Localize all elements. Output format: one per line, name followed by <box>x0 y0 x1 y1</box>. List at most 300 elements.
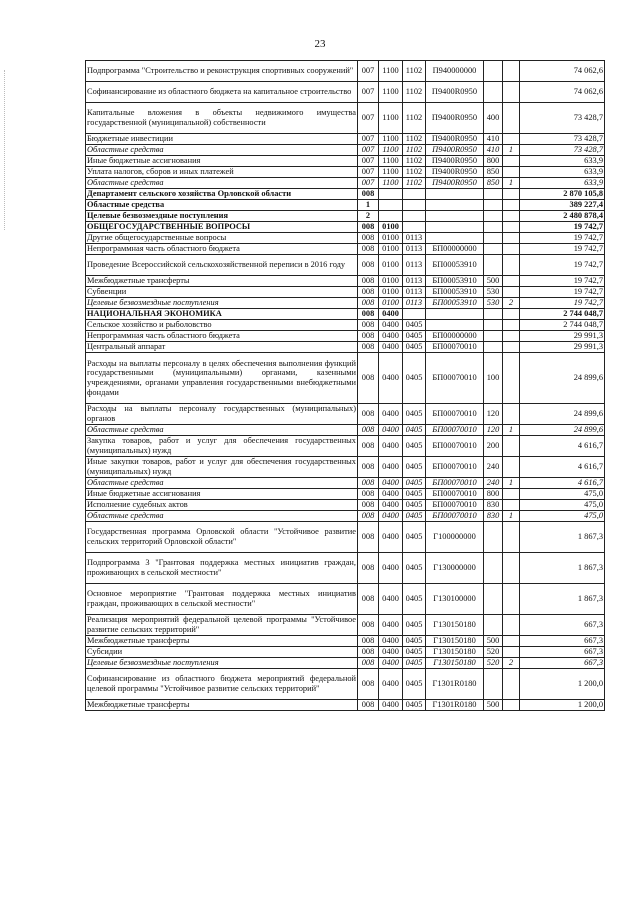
amount: 667,3 <box>520 636 605 647</box>
row-name: Уплата налогов, сборов и иных платежей <box>86 167 358 178</box>
row-name: Иные закупки товаров, работ и услуг для обеспечения государственных (муниципальных) нужд <box>87 457 356 476</box>
row-name: Непрограммная часть областного бюджета <box>86 244 358 255</box>
target-article-code: БП00070010 <box>426 489 484 500</box>
subsection-code: 0113 <box>403 244 426 255</box>
expense-type-code: 530 <box>484 287 503 298</box>
section-code: 0400 <box>379 457 403 478</box>
row-name: Целевые безвозмездные поступления <box>86 658 358 669</box>
section-code: 0400 <box>379 615 403 636</box>
ved-code: 007 <box>358 178 379 189</box>
budget-table <box>85 60 605 711</box>
section-code: 0400 <box>379 342 403 353</box>
table-row <box>86 145 605 156</box>
row-name: Иные бюджетные ассигнования <box>86 489 358 500</box>
row-name: Межбюджетные трансферты <box>86 636 358 647</box>
funding-source-code <box>503 82 520 103</box>
expense-type-code: 240 <box>484 478 503 489</box>
ved-code: 008 <box>358 522 379 553</box>
subsection-code: 1102 <box>403 82 426 103</box>
row-name: Областные средства <box>86 511 358 522</box>
expense-type-code <box>484 200 503 211</box>
amount: 667,3 <box>520 615 605 636</box>
row-name: Расходы на выплаты персоналу государственных (муниципальных) органов <box>87 404 356 423</box>
amount: 19 742,7 <box>520 276 605 287</box>
row-name: Реализация мероприятий федеральной целевой программы "Устойчивое развитие сельских территорий" <box>87 615 356 634</box>
table-row <box>86 553 605 584</box>
funding-source-code <box>503 200 520 211</box>
expense-type-code: 410 <box>484 145 503 156</box>
target-article-code: П9400R0950 <box>426 103 484 134</box>
subsection-code: 0405 <box>403 500 426 511</box>
table-row <box>86 287 605 298</box>
table-row <box>86 700 605 711</box>
table-row <box>86 457 605 478</box>
amount: 633,9 <box>520 167 605 178</box>
row-name: Исполнение судебных актов <box>86 500 358 511</box>
expense-type-code <box>484 553 503 584</box>
section-code: 0400 <box>379 309 403 320</box>
expense-type-code <box>484 61 503 82</box>
ved-code: 007 <box>358 167 379 178</box>
expense-type-code <box>484 615 503 636</box>
amount: 667,3 <box>520 647 605 658</box>
amount: 475,0 <box>520 500 605 511</box>
ved-code: 008 <box>358 500 379 511</box>
expense-type-code: 200 <box>484 436 503 457</box>
expense-type-code: 100 <box>484 353 503 404</box>
row-name: Закупка товаров, работ и услуг для обеспечения государственных (муниципальных) нужд <box>87 436 356 455</box>
subsection-code: 0405 <box>403 669 426 700</box>
row-name: Областные средства <box>86 425 358 436</box>
amount: 1 200,0 <box>520 700 605 711</box>
section-code: 0400 <box>379 353 403 404</box>
funding-source-code <box>503 584 520 615</box>
target-article-code <box>426 211 484 222</box>
section-code <box>379 189 403 200</box>
ved-code: 008 <box>358 489 379 500</box>
subsection-code: 1102 <box>403 178 426 189</box>
section-code: 0400 <box>379 404 403 425</box>
target-article-code: Г130150180 <box>426 647 484 658</box>
row-name: Иные бюджетные ассигнования <box>86 156 358 167</box>
table-row <box>86 276 605 287</box>
expense-type-code: 850 <box>484 178 503 189</box>
ved-code: 008 <box>358 189 379 200</box>
target-article-code: БП00070010 <box>426 342 484 353</box>
row-name: Субсидии <box>86 647 358 658</box>
ved-code: 008 <box>358 244 379 255</box>
row-name: Проведение Всероссийской сельскохозяйственной переписи в 2016 году <box>86 255 358 276</box>
ved-code: 007 <box>358 82 379 103</box>
table-row <box>86 82 605 103</box>
target-article-code <box>426 320 484 331</box>
funding-source-code <box>503 320 520 331</box>
ved-code: 008 <box>358 222 379 233</box>
subsection-code: 1102 <box>403 145 426 156</box>
amount: 389 227,4 <box>520 200 605 211</box>
expense-type-code <box>484 309 503 320</box>
funding-source-code <box>503 222 520 233</box>
amount: 73 428,7 <box>520 145 605 156</box>
ved-code: 008 <box>358 647 379 658</box>
ved-code: 008 <box>358 298 379 309</box>
amount: 667,3 <box>520 658 605 669</box>
target-article-code: БП00000000 <box>426 331 484 342</box>
row-name: Межбюджетные трансферты <box>86 700 358 711</box>
table-row <box>86 61 605 82</box>
amount: 4 616,7 <box>520 457 605 478</box>
table-row <box>86 584 605 615</box>
table-row <box>86 489 605 500</box>
ved-code: 008 <box>358 320 379 331</box>
table-row <box>86 425 605 436</box>
table-row <box>86 103 605 134</box>
row-name: Центральный аппарат <box>86 342 358 353</box>
ved-code: 007 <box>358 145 379 156</box>
section-code: 0400 <box>379 553 403 584</box>
ved-code: 008 <box>358 276 379 287</box>
funding-source-code: 1 <box>503 145 520 156</box>
section-code: 0400 <box>379 511 403 522</box>
funding-source-code <box>503 404 520 425</box>
table-row <box>86 167 605 178</box>
subsection-code: 1102 <box>403 167 426 178</box>
row-name: Целевые безвозмездные поступления <box>86 211 358 222</box>
section-code: 0400 <box>379 436 403 457</box>
amount: 4 616,7 <box>520 478 605 489</box>
ved-code: 007 <box>358 103 379 134</box>
expense-type-code: 120 <box>484 425 503 436</box>
target-article-code: Г1301R0180 <box>426 700 484 711</box>
target-article-code <box>426 222 484 233</box>
target-article-code: Г130100000 <box>426 584 484 615</box>
funding-source-code <box>503 255 520 276</box>
section-code: 0400 <box>379 658 403 669</box>
expense-type-code <box>484 82 503 103</box>
expense-type-code <box>484 522 503 553</box>
amount: 74 062,6 <box>520 82 605 103</box>
amount: 19 742,7 <box>520 244 605 255</box>
table-row <box>86 636 605 647</box>
target-article-code: БП00070010 <box>426 500 484 511</box>
ved-code: 008 <box>358 436 379 457</box>
target-article-code: Г100000000 <box>426 522 484 553</box>
subsection-code: 1102 <box>403 156 426 167</box>
section-code: 0100 <box>379 255 403 276</box>
target-article-code: П940000000 <box>426 61 484 82</box>
table-row <box>86 658 605 669</box>
subsection-code: 0405 <box>403 320 426 331</box>
amount: 29 991,3 <box>520 331 605 342</box>
row-name: Другие общегосударственные вопросы <box>86 233 358 244</box>
section-code: 0100 <box>379 287 403 298</box>
funding-source-code <box>503 276 520 287</box>
ved-code: 008 <box>358 309 379 320</box>
ved-code: 008 <box>358 636 379 647</box>
section-code: 1100 <box>379 145 403 156</box>
amount: 633,9 <box>520 156 605 167</box>
funding-source-code <box>503 436 520 457</box>
row-name: Областные средства <box>86 178 358 189</box>
ved-code: 008 <box>358 584 379 615</box>
table-row <box>86 134 605 145</box>
funding-source-code: 1 <box>503 511 520 522</box>
funding-source-code <box>503 61 520 82</box>
row-name: Непрограммная часть областного бюджета <box>86 331 358 342</box>
expense-type-code <box>484 211 503 222</box>
ved-code: 007 <box>358 61 379 82</box>
target-article-code: БП00070010 <box>426 436 484 457</box>
table-row <box>86 353 605 404</box>
expense-type-code: 500 <box>484 276 503 287</box>
section-code: 0100 <box>379 244 403 255</box>
amount: 475,0 <box>520 489 605 500</box>
amount: 1 867,3 <box>520 553 605 584</box>
target-article-code: П9400R0950 <box>426 167 484 178</box>
subsection-code: 0405 <box>403 615 426 636</box>
section-code: 1100 <box>379 61 403 82</box>
table-row <box>86 233 605 244</box>
expense-type-code: 520 <box>484 658 503 669</box>
expense-type-code: 800 <box>484 156 503 167</box>
row-name: Софинансирование из областного бюджета на капитальное строительство <box>86 82 358 103</box>
ved-code: 008 <box>358 658 379 669</box>
funding-source-code <box>503 309 520 320</box>
funding-source-code <box>503 636 520 647</box>
funding-source-code <box>503 244 520 255</box>
subsection-code: 0405 <box>403 647 426 658</box>
expense-type-code <box>484 331 503 342</box>
target-article-code: БП00053910 <box>426 298 484 309</box>
table-row <box>86 404 605 425</box>
funding-source-code <box>503 353 520 404</box>
row-name: Основное мероприятие "Грантовая поддержка местных инициатив граждан, проживающих в сельской местности" <box>86 584 358 615</box>
funding-source-code <box>503 134 520 145</box>
row-name: Субвенции <box>86 287 358 298</box>
expense-type-code: 830 <box>484 511 503 522</box>
subsection-code: 0405 <box>403 511 426 522</box>
target-article-code: БП00070010 <box>426 353 484 404</box>
amount: 2 744 048,7 <box>520 309 605 320</box>
funding-source-code <box>503 553 520 584</box>
table-row <box>86 178 605 189</box>
amount: 475,0 <box>520 511 605 522</box>
budget-table-body <box>86 61 605 711</box>
section-code: 0400 <box>379 489 403 500</box>
subsection-code: 0405 <box>403 425 426 436</box>
table-row <box>86 647 605 658</box>
subsection-code: 0405 <box>403 489 426 500</box>
funding-source-code <box>503 500 520 511</box>
funding-source-code <box>503 211 520 222</box>
section-code: 0400 <box>379 320 403 331</box>
expense-type-code <box>484 244 503 255</box>
subsection-code: 0113 <box>403 276 426 287</box>
target-article-code <box>426 309 484 320</box>
row-name: Подпрограмма 3 "Грантовая поддержка местных инициатив граждан, проживающих в сельской местности" <box>86 553 358 584</box>
ved-code: 008 <box>358 255 379 276</box>
funding-source-code: 2 <box>503 658 520 669</box>
subsection-code: 0113 <box>403 233 426 244</box>
subsection-code: 0405 <box>403 331 426 342</box>
target-article-code: Г1301R0180 <box>426 669 484 700</box>
table-row <box>86 255 605 276</box>
subsection-code: 0405 <box>403 636 426 647</box>
section-code <box>379 211 403 222</box>
target-article-code <box>426 189 484 200</box>
funding-source-code <box>503 457 520 478</box>
amount: 24 899,6 <box>520 353 605 404</box>
row-name: Капитальные вложения в объекты недвижимого имущества государственной (муниципальной) собственности <box>86 103 358 134</box>
table-row <box>86 211 605 222</box>
subsection-code: 0405 <box>403 658 426 669</box>
row-name: НАЦИОНАЛЬНАЯ ЭКОНОМИКА <box>86 309 358 320</box>
expense-type-code: 530 <box>484 298 503 309</box>
target-article-code: БП00053910 <box>426 276 484 287</box>
subsection-code: 0405 <box>403 404 426 425</box>
funding-source-code <box>503 103 520 134</box>
table-row <box>86 189 605 200</box>
subsection-code: 1102 <box>403 61 426 82</box>
ved-code: 008 <box>358 669 379 700</box>
target-article-code: Г130000000 <box>426 553 484 584</box>
subsection-code: 0405 <box>403 584 426 615</box>
row-name: Бюджетные инвестиции <box>86 134 358 145</box>
amount: 29 991,3 <box>520 342 605 353</box>
funding-source-code <box>503 522 520 553</box>
amount: 1 200,0 <box>520 669 605 700</box>
ved-code: 008 <box>358 233 379 244</box>
section-code <box>379 200 403 211</box>
section-code: 0400 <box>379 636 403 647</box>
ved-code: 2 <box>358 211 379 222</box>
table-row <box>86 320 605 331</box>
table-row <box>86 478 605 489</box>
subsection-code: 1102 <box>403 134 426 145</box>
expense-type-code: 500 <box>484 636 503 647</box>
expense-type-code <box>484 342 503 353</box>
target-article-code: Г130150180 <box>426 615 484 636</box>
amount: 73 428,7 <box>520 103 605 134</box>
subsection-code: 0113 <box>403 287 426 298</box>
subsection-code <box>403 309 426 320</box>
row-name: Департамент сельского хозяйства Орловской области <box>86 189 358 200</box>
funding-source-code <box>503 331 520 342</box>
ved-code: 008 <box>358 511 379 522</box>
table-row <box>86 500 605 511</box>
funding-source-code: 1 <box>503 178 520 189</box>
expense-type-code <box>484 222 503 233</box>
funding-source-code: 1 <box>503 425 520 436</box>
amount: 19 742,7 <box>520 298 605 309</box>
ved-code: 008 <box>358 425 379 436</box>
target-article-code <box>426 200 484 211</box>
table-row <box>86 200 605 211</box>
amount: 2 480 878,4 <box>520 211 605 222</box>
table-row <box>86 331 605 342</box>
ved-code: 008 <box>358 478 379 489</box>
subsection-code: 0405 <box>403 436 426 457</box>
subsection-code <box>403 189 426 200</box>
expense-type-code <box>484 320 503 331</box>
amount: 24 899,6 <box>520 425 605 436</box>
amount: 19 742,7 <box>520 222 605 233</box>
funding-source-code <box>503 700 520 711</box>
target-article-code: П9400R0950 <box>426 82 484 103</box>
section-code: 0400 <box>379 425 403 436</box>
ved-code: 1 <box>358 200 379 211</box>
section-code: 1100 <box>379 156 403 167</box>
funding-source-code <box>503 189 520 200</box>
section-code: 0400 <box>379 331 403 342</box>
section-code: 1100 <box>379 178 403 189</box>
ved-code: 008 <box>358 553 379 584</box>
table-row <box>86 669 605 700</box>
subsection-code: 0113 <box>403 298 426 309</box>
funding-source-code <box>503 615 520 636</box>
amount: 2 744 048,7 <box>520 320 605 331</box>
section-code: 1100 <box>379 167 403 178</box>
target-article-code: Г130150180 <box>426 658 484 669</box>
expense-type-code <box>484 255 503 276</box>
funding-source-code: 1 <box>503 478 520 489</box>
expense-type-code: 410 <box>484 134 503 145</box>
ved-code: 008 <box>358 700 379 711</box>
target-article-code: БП00070010 <box>426 511 484 522</box>
amount: 19 742,7 <box>520 233 605 244</box>
section-code: 0100 <box>379 298 403 309</box>
funding-source-code <box>503 342 520 353</box>
subsection-code: 0405 <box>403 342 426 353</box>
expense-type-code: 500 <box>484 700 503 711</box>
target-article-code: Г130150180 <box>426 636 484 647</box>
section-code: 1100 <box>379 103 403 134</box>
expense-type-code: 400 <box>484 103 503 134</box>
table-row <box>86 511 605 522</box>
expense-type-code <box>484 189 503 200</box>
table-row <box>86 522 605 553</box>
funding-source-code <box>503 167 520 178</box>
target-article-code: БП00070010 <box>426 457 484 478</box>
ved-code: 008 <box>358 342 379 353</box>
row-name: Государственная программа Орловской области "Устойчивое развитие сельских территорий Орловской области" <box>86 522 358 553</box>
table-row <box>86 298 605 309</box>
expense-type-code: 240 <box>484 457 503 478</box>
section-code: 0100 <box>379 222 403 233</box>
section-code: 0100 <box>379 276 403 287</box>
expense-type-code: 120 <box>484 404 503 425</box>
section-code: 0400 <box>379 584 403 615</box>
funding-source-code <box>503 233 520 244</box>
expense-type-code: 850 <box>484 167 503 178</box>
expense-type-code: 830 <box>484 500 503 511</box>
target-article-code: БП00070010 <box>426 404 484 425</box>
table-row <box>86 222 605 233</box>
ved-code: 008 <box>358 615 379 636</box>
target-article-code: БП00070010 <box>426 425 484 436</box>
subsection-code: 0405 <box>403 457 426 478</box>
subsection-code: 0405 <box>403 553 426 584</box>
ved-code: 008 <box>358 457 379 478</box>
amount: 19 742,7 <box>520 287 605 298</box>
section-code: 0400 <box>379 700 403 711</box>
section-code: 0400 <box>379 478 403 489</box>
funding-source-code <box>503 156 520 167</box>
expense-type-code <box>484 233 503 244</box>
row-name: Межбюджетные трансферты <box>86 276 358 287</box>
table-row <box>86 436 605 457</box>
amount: 19 742,7 <box>520 255 605 276</box>
